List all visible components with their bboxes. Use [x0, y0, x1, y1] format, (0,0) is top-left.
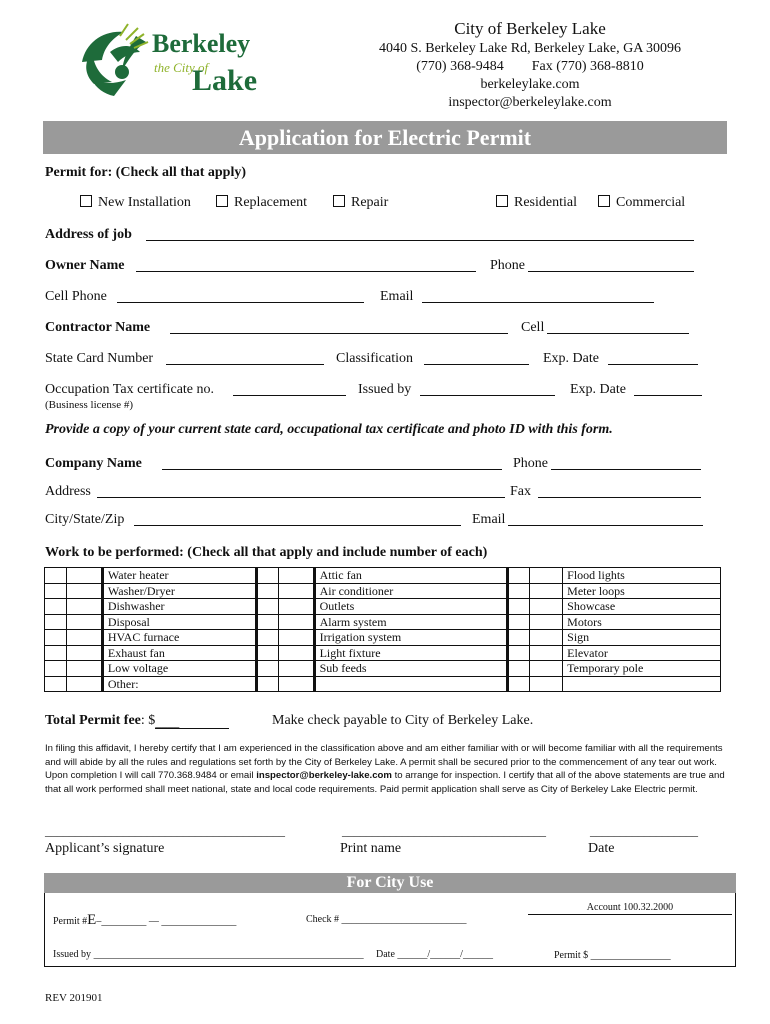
company-fax-field[interactable] [538, 485, 701, 498]
work-item-label: Disposal [102, 614, 256, 630]
work-item-label: Sign [563, 630, 721, 646]
count-cell[interactable] [530, 568, 563, 584]
count-cell[interactable] [66, 676, 102, 692]
work-item-label: Outlets [314, 599, 508, 615]
city-phone-fax: (770) 368-9484 Fax (770) 368-8810 [416, 59, 644, 74]
permit-number-field[interactable]: –_________ — _______________ [96, 916, 237, 927]
count-cell[interactable] [66, 645, 102, 661]
check-cell[interactable] [508, 614, 530, 630]
fee-label: Total Permit fee [45, 713, 141, 728]
permit-amount-field[interactable]: ________________ [590, 950, 671, 961]
count-cell[interactable] [66, 630, 102, 646]
logo-word-city: the City of [154, 60, 209, 75]
city-use-title: For City Use [44, 873, 736, 893]
work-item-label: HVAC furnace [102, 630, 256, 646]
affidavit-part2: to arrange for inspection. I certify that all of the above statements are true and that all work performed shall meet national, state and local code requirements. Paid permit application shall serve as City of Berkeley Lake Electric permit. [45, 770, 725, 795]
checkbox[interactable] [80, 195, 92, 207]
company-address-label: Address [45, 484, 91, 499]
check-cell[interactable] [45, 568, 67, 584]
business-license-note: (Business license #) [45, 399, 133, 411]
work-table-row [45, 630, 721, 646]
checkbox[interactable] [216, 195, 228, 207]
city-address: 4040 S. Berkeley Lake Rd, Berkeley Lake, GA 30096 [378, 41, 682, 56]
count-cell[interactable] [278, 614, 314, 630]
company-phone-label: Phone [513, 456, 548, 471]
account-number: Account 100.32.2000 [528, 902, 732, 915]
affidavit-part1: In filing this affidavit, I hereby certify that I am experienced in the classification above and am either familiar with or will become familiar with all the requirements and will abide by all the rules and regulations set forth by the City of Berkeley Lake. A permit shall be secured prior to the commencement of any tear out work. Upon completion I will call 770.368.9484 or email [45, 743, 723, 781]
work-item-label: Attic fan [314, 568, 508, 584]
check-number-field[interactable]: _________________________ [341, 914, 467, 925]
count-cell[interactable] [66, 583, 102, 599]
company-name-label: Company Name [45, 456, 142, 471]
fee-field[interactable] [155, 715, 229, 729]
count-cell[interactable] [66, 568, 102, 584]
permit-number-label: Permit # [53, 916, 88, 927]
city-website: berkeleylake.com [480, 77, 580, 92]
option-residential[interactable] [496, 195, 577, 211]
check-cell[interactable] [45, 645, 67, 661]
count-cell[interactable] [530, 599, 563, 615]
check-cell[interactable] [508, 661, 530, 677]
check-cell[interactable] [256, 614, 278, 630]
work-table-row [45, 614, 721, 630]
work-table-row [45, 568, 721, 584]
check-cell[interactable] [256, 568, 278, 584]
occupation-exp-field[interactable] [634, 383, 702, 396]
check-cell[interactable] [256, 630, 278, 646]
option-repair[interactable] [333, 195, 388, 211]
count-cell[interactable] [278, 661, 314, 677]
company-name-field[interactable] [162, 457, 502, 470]
email-label: Email [380, 289, 414, 304]
inspector-email[interactable]: inspector@berkeley-lake.com [256, 770, 392, 781]
owner-phone-label: Phone [490, 258, 525, 273]
issued-by-label: Issued by [358, 382, 412, 397]
option-commercial[interactable] [598, 195, 685, 211]
work-performed-label: Work to be performed: (Check all that apply and include number of each) [45, 545, 488, 560]
date-line[interactable]: __________________ [590, 824, 698, 838]
city-date-field[interactable]: ______/______/______ [397, 949, 493, 960]
fee-blank: ____ [155, 715, 180, 729]
classification-field[interactable] [424, 352, 529, 365]
check-cell[interactable] [508, 568, 530, 584]
work-item-label [314, 676, 508, 692]
work-item-label: Water heater [102, 568, 256, 584]
contractor-cell-field[interactable] [547, 321, 689, 334]
count-cell[interactable] [278, 568, 314, 584]
count-cell[interactable] [66, 661, 102, 677]
check-number-label: Check # [306, 914, 340, 925]
work-item-label [563, 676, 721, 692]
check-cell[interactable] [508, 599, 530, 615]
city-email: inspector@berkeleylake.com [448, 95, 612, 110]
work-item-label: Motors [563, 614, 721, 630]
count-cell[interactable] [278, 645, 314, 661]
check-cell[interactable] [256, 661, 278, 677]
work-item-label: Flood lights [563, 568, 721, 584]
city-issued-by-label: Issued by [53, 949, 92, 960]
issued-by-field[interactable] [420, 383, 555, 396]
company-email-label: Email [472, 512, 506, 527]
work-item-label: Exhaust fan [102, 645, 256, 661]
count-cell[interactable] [530, 645, 563, 661]
classification-label: Classification [336, 351, 413, 366]
contractor-name-field[interactable] [170, 321, 508, 334]
check-cell[interactable] [508, 630, 530, 646]
issued-by-row [53, 949, 364, 960]
city-name: City of Berkeley Lake [454, 19, 606, 38]
permit-prefix: E [87, 912, 97, 928]
logo-word-lake: Lake [192, 64, 258, 97]
applicant-signature-label: Applicant’s signature [45, 841, 165, 856]
owner-name-field[interactable] [136, 259, 476, 272]
state-card-exp-label: Exp. Date [543, 351, 599, 366]
work-table [44, 567, 721, 692]
total-permit-fee [45, 713, 229, 729]
state-card-field[interactable] [166, 352, 324, 365]
work-table-row [45, 583, 721, 599]
check-cell[interactable] [256, 645, 278, 661]
option-label: Commercial [616, 195, 686, 210]
work-table-row [45, 676, 721, 692]
city-issued-by-field[interactable]: ______________________________________________________ [93, 949, 364, 960]
occupation-tax-label: Occupation Tax certificate no. [45, 382, 215, 397]
permit-amount-row [554, 950, 671, 961]
permit-number-row [53, 912, 236, 929]
form-title: Application for Electric Permit [43, 121, 727, 154]
work-item-label: Showcase [563, 599, 721, 615]
check-cell[interactable] [45, 661, 67, 677]
cell-phone-label: Cell Phone [45, 289, 107, 304]
count-cell[interactable] [530, 583, 563, 599]
city-state-zip-field[interactable] [134, 513, 461, 526]
count-cell[interactable] [278, 630, 314, 646]
option-new-installation[interactable] [80, 195, 191, 211]
company-address-field[interactable] [97, 485, 505, 498]
logo-word-berkeley: Berkeley [152, 29, 251, 58]
count-cell[interactable] [278, 676, 314, 692]
work-item-label: Sub feeds [314, 661, 508, 677]
permit-for-label: Permit for: (Check all that apply) [45, 165, 247, 180]
cell-phone-field[interactable] [117, 290, 364, 303]
work-table-row [45, 599, 721, 615]
owner-name-label: Owner Name [45, 258, 125, 273]
work-item-label: Other: [102, 676, 256, 692]
permit-amount-label: Permit $ [554, 950, 589, 961]
check-cell[interactable] [256, 583, 278, 599]
email-field[interactable] [422, 290, 654, 303]
option-label: Residential [514, 195, 577, 210]
provide-copy-note: Provide a copy of your current state card, occupational tax certificate and photo ID with this form. [45, 422, 613, 437]
option-label: Replacement [234, 195, 308, 210]
work-item-label: Irrigation system [314, 630, 508, 646]
city-date-label: Date [376, 949, 395, 960]
check-cell[interactable] [508, 583, 530, 599]
count-cell[interactable] [278, 599, 314, 615]
count-cell[interactable] [530, 676, 563, 692]
address-of-job-label: Address of job [45, 227, 132, 242]
date-label: Date [588, 841, 615, 856]
check-cell[interactable] [508, 645, 530, 661]
checkbox[interactable] [333, 195, 345, 207]
address-of-job-field[interactable] [146, 228, 694, 241]
work-item-label: Alarm system [314, 614, 508, 630]
work-item-label: Washer/Dryer [102, 583, 256, 599]
check-cell[interactable] [256, 599, 278, 615]
count-cell[interactable] [278, 583, 314, 599]
city-date-row [376, 949, 493, 960]
count-cell[interactable] [530, 661, 563, 677]
count-cell[interactable] [66, 599, 102, 615]
check-cell[interactable] [256, 676, 278, 692]
company-fax-label: Fax [510, 484, 531, 499]
payable-note: Make check payable to City of Berkeley Lake. [272, 713, 534, 728]
fee-prefix: : $ [140, 713, 156, 728]
check-cell[interactable] [45, 599, 67, 615]
work-table-row [45, 661, 721, 677]
company-phone-field[interactable] [551, 457, 701, 470]
work-item-label: Elevator [563, 645, 721, 661]
revision-label: REV 201901 [45, 992, 103, 1004]
occupation-exp-label: Exp. Date [570, 382, 626, 397]
count-cell[interactable] [66, 614, 102, 630]
contractor-name-label: Contractor Name [45, 320, 151, 335]
check-cell[interactable] [45, 614, 67, 630]
option-replacement[interactable] [216, 195, 307, 211]
work-item-label: Low voltage [102, 661, 256, 677]
check-cell[interactable] [508, 676, 530, 692]
count-cell[interactable] [530, 614, 563, 630]
check-cell[interactable] [45, 583, 67, 599]
contact-block [330, 18, 730, 112]
option-label: Repair [351, 195, 389, 210]
print-name-label: Print name [340, 841, 402, 856]
work-item-label: Light fixture [314, 645, 508, 661]
checkbox[interactable] [496, 195, 508, 207]
work-item-label: Meter loops [563, 583, 721, 599]
city-logo [74, 22, 274, 104]
check-cell[interactable] [45, 630, 67, 646]
applicant-signature-line[interactable]: ________________________________________ [45, 824, 285, 838]
checkbox[interactable] [598, 195, 610, 207]
option-label: New Installation [98, 195, 191, 210]
contractor-cell-label: Cell [521, 320, 545, 335]
affidavit-text [45, 742, 729, 796]
print-name-line[interactable]: __________________________________ [342, 824, 546, 838]
state-card-exp-field[interactable] [608, 352, 698, 365]
check-cell[interactable] [45, 676, 67, 692]
state-card-label: State Card Number [45, 351, 154, 366]
owner-phone-field[interactable] [528, 259, 694, 272]
company-email-field[interactable] [508, 513, 703, 526]
work-item-label: Temporary pole [563, 661, 721, 677]
work-table-row [45, 645, 721, 661]
count-cell[interactable] [530, 630, 563, 646]
work-item-label: Air conditioner [314, 583, 508, 599]
occupation-tax-field[interactable] [233, 383, 346, 396]
check-number-row [306, 914, 467, 925]
city-state-zip-label: City/State/Zip [45, 512, 125, 527]
work-item-label: Dishwasher [102, 599, 256, 615]
